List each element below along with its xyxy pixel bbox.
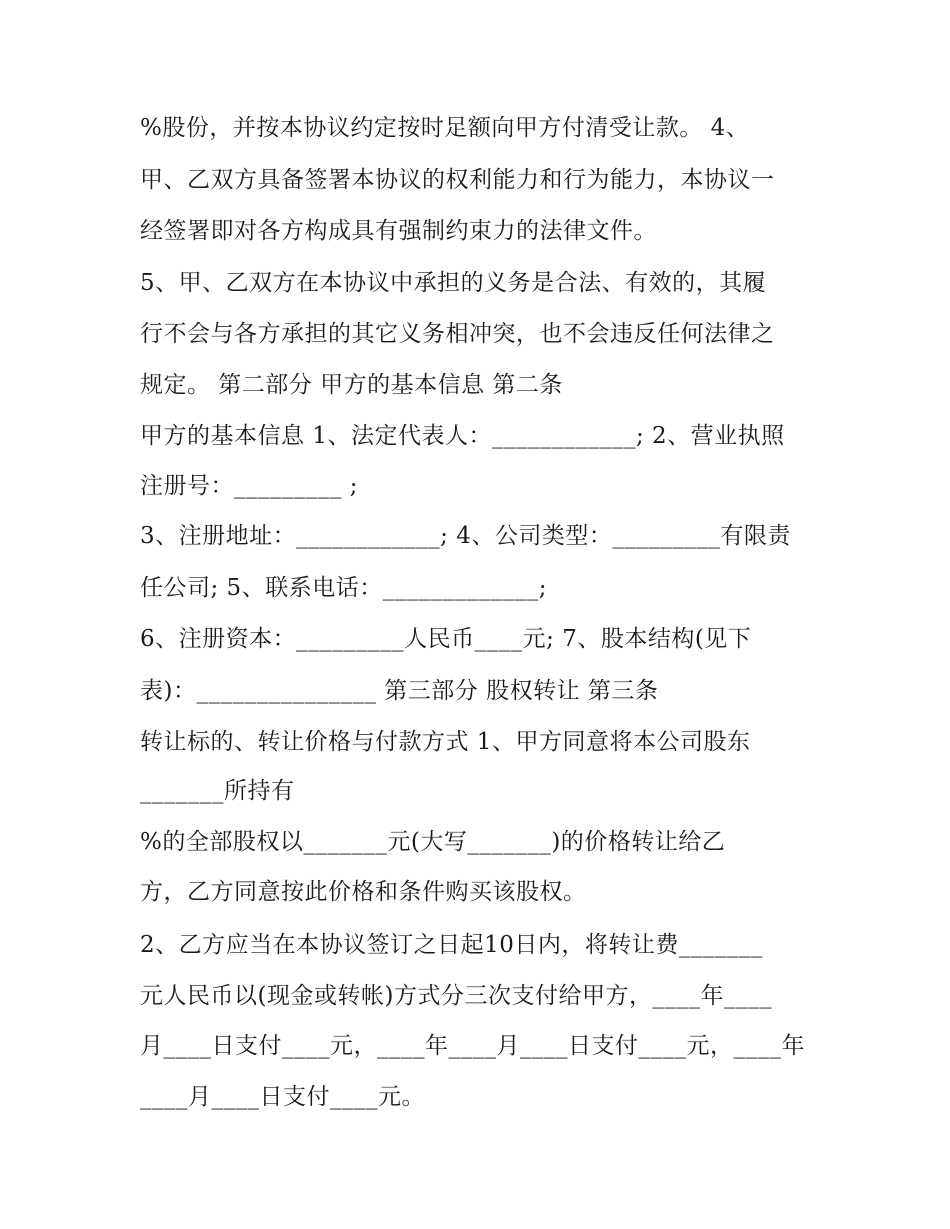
text-line: 2、乙方应当在本协议签订之日起10日内，将转让费_______: [140, 932, 763, 958]
text-line: 6、注册资本：_________人民币____元; 7、股本结构(见下: [140, 626, 752, 652]
text-line: 甲、乙双方具备签署本协议的权利能力和行为能力，本协议一: [140, 167, 775, 193]
text-line: 方，乙方同意按此价格和条件购买该股权。: [140, 879, 587, 905]
text-line: _______所持有: [140, 778, 295, 804]
text-line: 表)：_______________ 第三部分 股权转让 第三条: [140, 678, 659, 704]
text-line: %的全部股权以_______元(大写_______)的价格转让给乙: [140, 829, 726, 855]
text-line: 经签署即对各方构成具有强制约束力的法律文件。: [140, 218, 657, 244]
text-line: ____月____日支付____元。: [140, 1084, 425, 1110]
text-line: 甲方的基本信息 1、法定代表人：____________; 2、营业执照: [140, 423, 785, 449]
text-line: 注册号：_________ ;: [140, 473, 359, 499]
text-line: 规定。 第二部分 甲方的基本信息 第二条: [140, 372, 563, 398]
text-line: 行不会与各方承担的其它义务相冲突，也不会违反任何法律之: [140, 321, 775, 347]
text-line: 3、注册地址：____________; 4、公司类型：_________有限责: [140, 523, 791, 549]
text-line: 5、甲、乙双方在本协议中承担的义务是合法、有效的，其履: [140, 270, 767, 296]
text-line: 月____日支付____元，____年____月____日支付____元，____年: [140, 1033, 805, 1059]
text-line: 元人民币以(现金或转帐)方式分三次支付给甲方，____年____: [140, 983, 772, 1009]
text-line: %股份，并按本协议约定按时足额向甲方付清受让款。 4、: [140, 115, 750, 141]
text-line: 转让标的、转让价格与付款方式 1、甲方同意将本公司股东: [140, 729, 751, 755]
text-line: 任公司; 5、联系电话：_____________;: [140, 575, 547, 601]
